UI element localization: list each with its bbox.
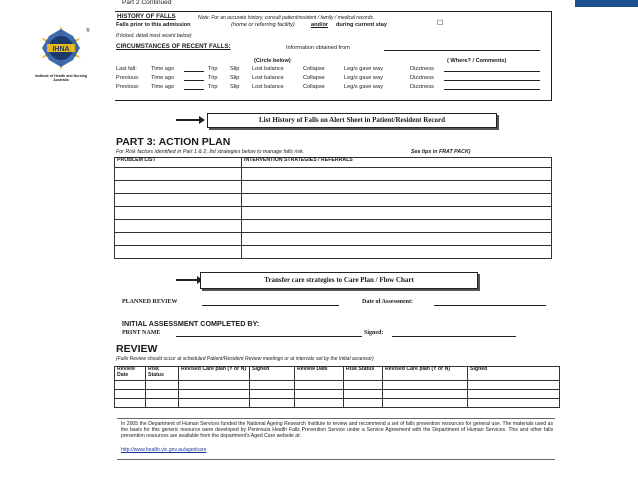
print-name-field[interactable] xyxy=(176,336,362,337)
footer-text: In 2005 the Department of Human Services funded the National Ageing Research Institute to review and recommend a set of falls prevention resources for general use. The materials used as the basis for this generic resource were developed by Peninsula Health Falls Prevention Service under a Service Agreement with the Department of Human Services. This and other falls prevention resources are available from the department's Aged Care website at: xyxy=(121,421,553,439)
ticked-note: If ticked, detail most recent below) xyxy=(116,33,192,39)
problem-list-header: PROBLEM LIST xyxy=(115,158,242,168)
table-row xyxy=(115,207,552,220)
review-note: (Falls Review should occur at scheduled Patient/Resident Review meetings or at intervals set by the Initial assessor) xyxy=(116,356,374,362)
date-of-assessment-label: Date of Assessment: xyxy=(362,299,413,305)
review-title: REVIEW xyxy=(116,343,158,355)
info-from: Information obtained from xyxy=(286,44,350,51)
where-comments: ( Where? / Comments) xyxy=(447,58,507,64)
review-table: Review Date Risk Status Revised Care plan (Y or N) Signed Review Date Risk Status Revised Care plan (Y or N) Signed xyxy=(114,366,560,408)
table-row xyxy=(115,246,552,259)
planned-review-label: PLANNED REVIEW xyxy=(122,299,178,305)
footer-link[interactable]: http://www.health.vic.gov.au/agedcare xyxy=(121,447,207,453)
document-page: Part 2 Continued HISTORY OF FALLS Note: For an accurate history, consult patient/resident / family / medical records. Falls prior to this admission (home or referring facility) and/or during current stay ☐ If ticked, detail most recent below) CIRCUMSTANCES OF RECENT FALLS: Information obtained from (Circle below) ( Where? / Comments) Last fall: Time ago Trip Slip Lost balance Collapse Leg/s gave way Dizziness Previous: Time ago Trip Slip Lost balance Collapse Leg/s gave way Dizziness Previous: Time ago Trip Slip Lost balance Collapse Leg/s gave way Dizziness List History of Falls on Alert Sheet in Patient/Resident Record PART 3: ACTION PLAN For Risk factors identified in Part 1 & 2, list strategies below to manage falls risk. See tips in FRAT PACK) PROBLEM LIST INTERVENTION STRATEGIES / REFERRALS Transfer care strategies to Care Plan / Flow Chart PLANNED REVIEW Date of Assessment: INITIAL ASSESSMENT COMPLETED BY: PRINT NAME Signed: REVIEW (Falls Review should occur at scheduled Patient/Resident Review meetings or at intervals set by the Initial assessor) Review Date Risk Status Revised Care plan (Y or N) Signed Review Date Risk Status Revised Care plan (Y or N) Signed In 2005 the Department of Human Services funded the National Ageing Research Institute to review and recommend a set of falls prevention resources for general use. The materials used as the basis for this generic resource were developed by Peninsula Health Falls Prevention Service under a Service Agreement with the Department of Human Services. This and other falls prevention resources are available from the department's Aged Care website at: http://www.health.vic.gov.au/agedcare xyxy=(0,0,638,479)
circle-below: (Circle below) xyxy=(254,58,291,64)
arrow-icon xyxy=(176,279,198,281)
signed-field[interactable] xyxy=(392,336,516,337)
footer-box xyxy=(117,418,555,460)
table-row xyxy=(115,399,560,408)
print-name-label: PRINT NAME xyxy=(122,330,161,336)
logo-text: IHNA xyxy=(52,46,70,53)
table-row xyxy=(115,381,560,390)
history-title: HISTORY OF FALLS xyxy=(117,13,176,20)
signed-label: Signed: xyxy=(364,330,384,336)
table-row xyxy=(115,194,552,207)
list-history-box: List History of Falls on Alert Sheet in Patient/Resident Record xyxy=(207,113,497,128)
circumstances-title: CIRCUMSTANCES OF RECENT FALLS: xyxy=(116,43,231,50)
date-of-assessment-field[interactable] xyxy=(434,305,546,306)
table-row xyxy=(115,168,552,181)
table-row xyxy=(115,390,560,399)
falls-prior: Falls prior to this admission xyxy=(116,22,191,28)
part3-title: PART 3: ACTION PLAN xyxy=(116,136,231,148)
initial-completed-label: INITIAL ASSESSMENT COMPLETED BY: xyxy=(122,319,260,328)
and-or: and/or xyxy=(311,22,329,28)
part3-tips: See tips in FRAT PACK) xyxy=(411,149,471,155)
part3-instruction: For Risk factors identified in Part 1 & 2, list strategies below to manage falls risk. xyxy=(116,149,305,155)
interventions-header: INTERVENTION STRATEGIES / REFERRALS xyxy=(242,158,552,168)
part2-continued: Part 2 Continued xyxy=(122,0,172,6)
transfer-box: Transfer care strategies to Care Plan / Flow Chart xyxy=(200,272,478,289)
table-row xyxy=(115,233,552,246)
table-row xyxy=(115,220,552,233)
history-note: Note: For an accurate history, consult patient/resident / family / medical records. xyxy=(198,14,375,21)
registered-mark: ® xyxy=(86,28,90,34)
during-stay: during current stay xyxy=(336,22,387,28)
falls-prior-note: (home or referring facility) xyxy=(231,22,295,28)
action-plan-table xyxy=(114,157,552,259)
stay-checkbox[interactable]: ☐ xyxy=(437,20,444,27)
planned-review-field[interactable] xyxy=(202,305,339,306)
table-row xyxy=(115,181,552,194)
logo-caption: Institute of Health and Nursing Australia xyxy=(34,74,88,83)
arrow-icon xyxy=(176,119,200,121)
top-accent-bar xyxy=(575,0,638,7)
